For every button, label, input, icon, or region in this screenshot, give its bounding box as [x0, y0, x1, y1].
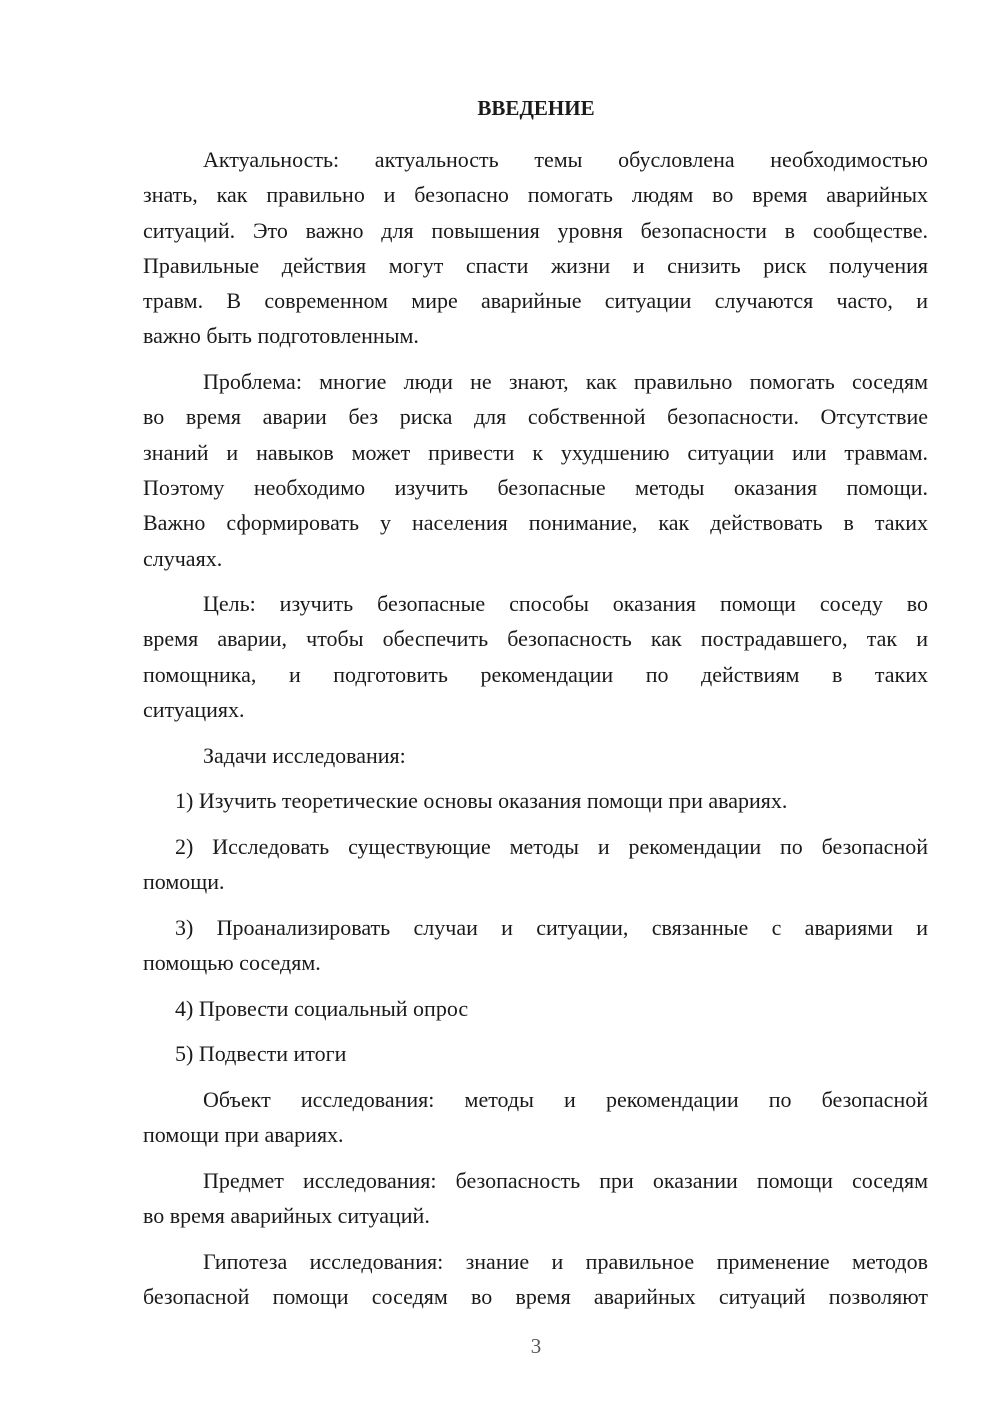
paragraph — [143, 142, 928, 354]
text-line: 4) Провести социальный опрос — [175, 995, 469, 1021]
text-line: помощника, и подготовить рекомендации по действиям в таких — [143, 661, 928, 687]
text-line: Важно сформировать у населения понимание, как действовать в таких — [143, 510, 928, 536]
text-line: случаях. — [143, 545, 223, 571]
list-item — [143, 991, 928, 1026]
text-line: Поэтому необходимо изучить безопасные методы оказания помощи. — [143, 474, 928, 500]
text-line: ситуаций. Это важно для повышения уровня безопасности в сообществе. — [143, 217, 928, 243]
page-title: ВВЕДЕНИЕ — [477, 96, 595, 120]
text-line: Актуальность: актуальность темы обусловлена необходимостью — [203, 147, 928, 172]
paragraph — [143, 1163, 928, 1234]
paragraph — [143, 738, 928, 773]
text-line: Проблема: многие люди не знают, как правильно помогать соседям — [203, 369, 928, 395]
text-line: помощи при авариях. — [143, 1122, 344, 1148]
text-line: 3) Проанализировать случаи и ситуации, связанные с авариями и — [175, 914, 928, 940]
text-line: знаний и навыков может привести к ухудшению ситуации или травмам. — [143, 439, 928, 465]
text-line: важно быть подготовленным. — [143, 323, 419, 349]
text-line: травм. В современном мире аварийные ситуации случаются часто, и — [143, 288, 928, 314]
text-line: 1) Изучить теоретические основы оказания помощи при авариях. — [175, 788, 788, 814]
text-line: время аварии, чтобы обеспечить безопасность как пострадавшего, так и — [143, 626, 928, 652]
list-item — [143, 829, 928, 900]
paragraph — [143, 1082, 928, 1153]
text-line: во время аварии без риска для собственной безопасности. Отсутствие — [143, 404, 928, 430]
text-line: во время аварийных ситуаций. — [143, 1202, 430, 1228]
text-line: Гипотеза исследования: знание и правильное применение методов — [203, 1248, 928, 1274]
text-line: безопасной помощи соседям во время аварийных ситуаций позволяют — [143, 1283, 928, 1309]
paragraph — [143, 364, 928, 576]
list-item — [143, 910, 928, 981]
text-line: ситуациях. — [143, 697, 245, 723]
text-line: Предмет исследования: безопасность при оказании помощи соседям — [203, 1167, 928, 1193]
list-item — [143, 783, 928, 818]
document-body — [143, 142, 928, 1324]
text-line: 2) Исследовать существующие методы и рекомендации по безопасной — [175, 833, 928, 859]
text-line: знать, как правильно и безопасно помогать людям во время аварийных — [143, 182, 928, 208]
text-line: 5) Подвести итоги — [175, 1041, 347, 1067]
paragraph — [143, 586, 928, 727]
text-line: Цель: изучить безопасные способы оказания помощи соседу во — [203, 591, 928, 617]
text-line: Задачи исследования: — [203, 742, 406, 768]
list-item — [143, 1036, 928, 1071]
page-number: 3 — [530, 1334, 542, 1358]
text-line: помощи. — [143, 869, 225, 895]
paragraph — [143, 1244, 928, 1315]
text-line: помощью соседям. — [143, 950, 321, 976]
text-line: Объект исследования: методы и рекомендации по безопасной — [203, 1086, 928, 1112]
text-line: Правильные действия могут спасти жизни и снизить риск получения — [143, 252, 928, 278]
